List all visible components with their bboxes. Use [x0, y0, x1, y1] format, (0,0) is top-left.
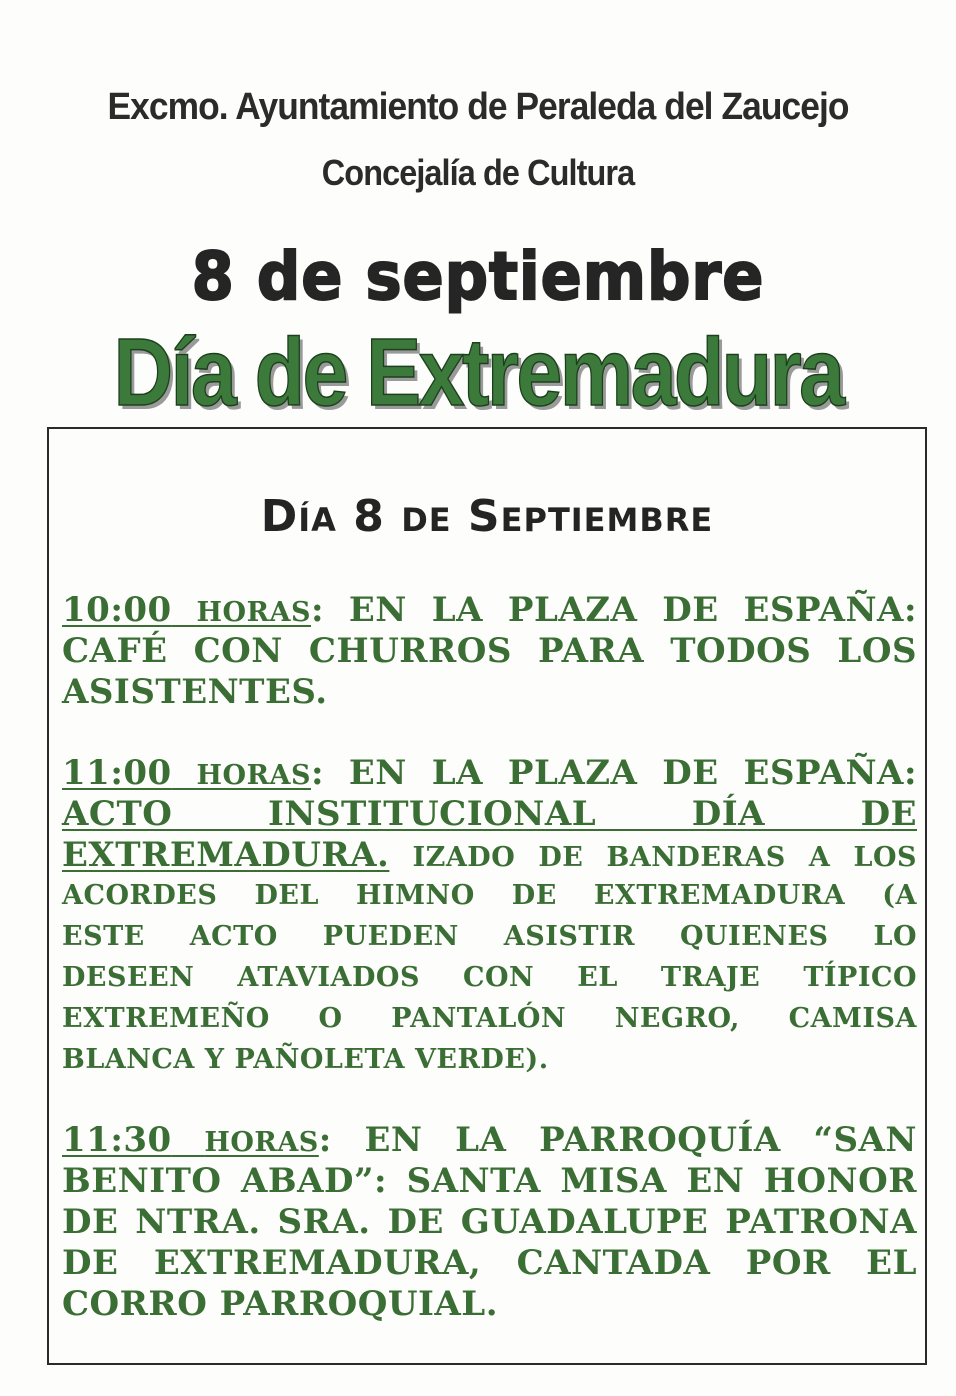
organization-name: Excmo. Ayuntamiento de Peraleda del Zaucejo [107, 86, 849, 128]
entry-line: ACORDES DEL HIMNO DE EXTREMADURA (A [62, 880, 917, 911]
entry-horas: HORAS [196, 597, 311, 628]
entry-line: CORRO PARROQUIAL. [62, 1284, 499, 1324]
entry-line: : EN LA PLAZA DE ESPAÑA: [310, 753, 917, 793]
program-entry [62, 1119, 917, 1324]
entry-line: DE EXTREMADURA, CANTADA POR EL [62, 1243, 917, 1283]
program-title-number: 8 [336, 491, 402, 542]
entry-line: CAFÉ CON CHURROS PARA TODOS LOS [62, 631, 917, 671]
entry-line: DE NTRA. SRA. DE GUADALUPE PATRONA [62, 1202, 917, 1242]
entry-time: 11:00 [62, 753, 172, 793]
entry-line: : EN LA PARROQUÍA “SAN [318, 1120, 917, 1160]
entry-line: ESTE ACTO PUEDEN ASISTIR QUIENES LO [62, 921, 917, 952]
department-name: Concejalía de Cultura [321, 152, 635, 193]
entry-line: EXTREMADURA. [62, 835, 390, 875]
entry-line: BENITO ABAD”: SANTA MISA EN HONOR [62, 1161, 917, 1201]
program-entry [62, 752, 917, 1080]
program-title-ia: ÍA [298, 501, 337, 539]
program-title-de: DE [401, 501, 452, 539]
entry-time: 11:30 [62, 1120, 172, 1160]
program-title [49, 491, 925, 542]
entry-horas: HORAS [204, 1127, 319, 1158]
date-title: 8 de septiembre [191, 238, 765, 315]
program-entry [62, 589, 917, 712]
program-title-s: S [451, 491, 501, 542]
entry-line: ACTO INSTITUCIONAL DÍA DE [62, 794, 917, 834]
program-box [47, 427, 927, 1365]
entry-line: BLANCA Y PAÑOLETA VERDE). [62, 1044, 549, 1075]
entry-line: IZADO DE BANDERAS A LOS [389, 842, 917, 873]
program-title-month: EPTIEMBRE [500, 501, 714, 539]
program-title-d: D [260, 491, 299, 542]
entry-horas: HORAS [196, 760, 311, 791]
entry-time: 10:00 [62, 590, 172, 630]
entry-line: EXTREMEÑO O PANTALÓN NEGRO, CAMISA [62, 1003, 917, 1034]
entry-line: DESEEN ATAVIADOS CON EL TRAJE TÍPICO [62, 962, 917, 993]
entry-line: ASISTENTES. [62, 672, 328, 712]
entry-line: : EN LA PLAZA DE ESPAÑA: [310, 590, 917, 630]
event-title: Día de Extremadura [113, 319, 843, 426]
